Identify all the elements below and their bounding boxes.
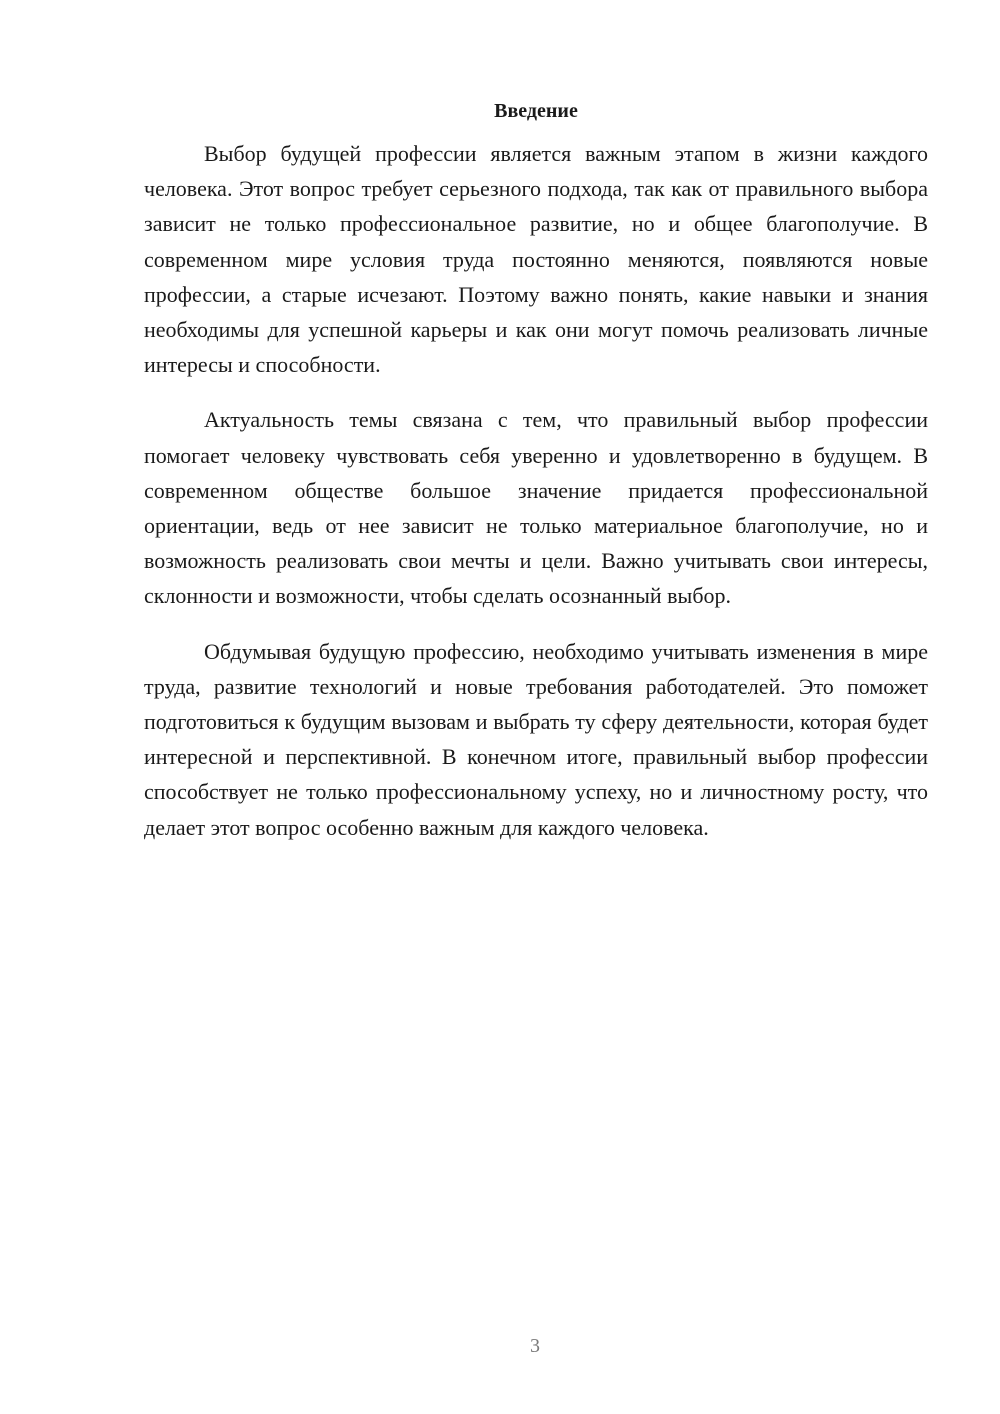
page-content [144, 96, 928, 865]
page-number: 3 [530, 1335, 540, 1357]
paragraph-3: Обдумывая будущую профессию, необходимо учитывать изменения в мире труда, развитие технологий и новые требования работодателей. Это поможет подготовиться к будущим вызовам и выбрать ту сферу деятельности, которая будет интересной и перспективной. В конечном итоге, правильный выбор профессии способствует не только профессиональному успеху, но и личностному росту, что делает этот вопрос особенно важным для каждого человека. [144, 638, 928, 840]
paragraph-1: Выбор будущей профессии является важным этапом в жизни каждого человека. Этот вопрос требует серьезного подхода, так как от правильного выбора зависит не только профессиональное развитие, но и общее благополучие. В современном мире условия труда постоянно меняются, появляются новые профессии, а старые исчезают. Поэтому важно понять, какие навыки и знания необходимы для успешной карьеры и как они могут помочь реализовать личные интересы и способности. [144, 141, 928, 378]
section-title: Введение [494, 100, 578, 122]
paragraph-2: Актуальность темы связана с тем, что правильный выбор профессии помогает человеку чувствовать себя уверенно и удовлетворенно в будущем. В современном обществе большое значение придается профессиональной ориентации, ведь от нее зависит не только материальное благополучие, но и возможность реализовать свои мечты и цели. Важно учитывать свои интересы, склонности и возможности, чтобы сделать осознанный выбор. [144, 407, 928, 609]
